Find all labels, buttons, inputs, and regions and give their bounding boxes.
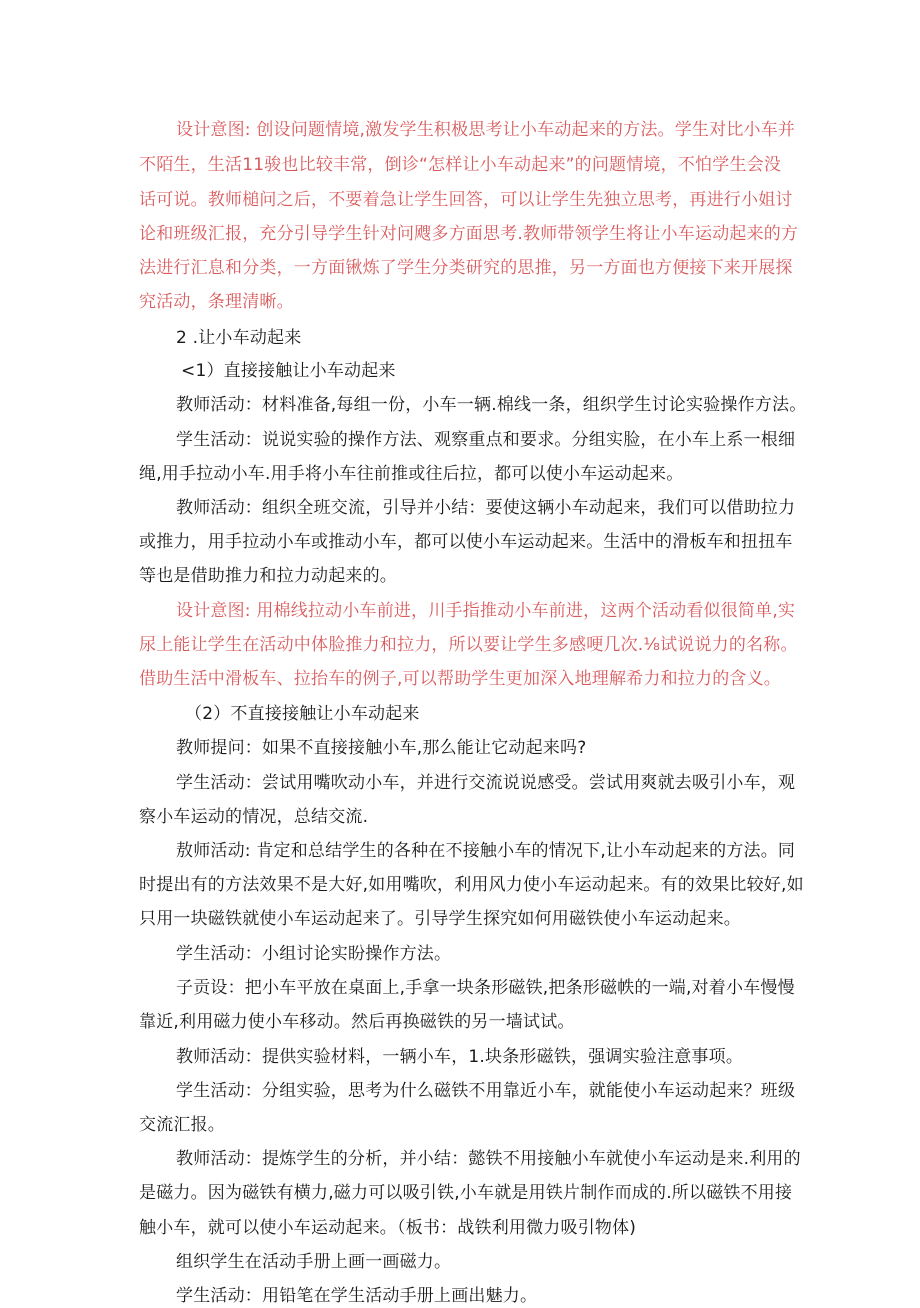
paragraph-line: 交流汇报。 [139, 1115, 225, 1135]
design-note-line: 尿上能让学生在活动中体脸推力和拉力，所以要让学生多感哽几次.⅛试说说力的名称。 [139, 635, 798, 655]
design-note-line: 法进行汇息和分类，一方面锹炼了学生分类研究的思推，另一方面也方便接下来开展探 [139, 258, 793, 278]
paragraph-line: 子贡设：把小车平放在桌面上,手拿一块条形磁铁,把条形磁帙的一端,对着小车慢慢 [176, 978, 795, 998]
paragraph-line: 察小车运动的情况，总结交流. [139, 807, 369, 827]
paragraph-line: 学生活动：尝试用嘴吹动小车，并进行交流说说感受。尝试用爽就去吸引小车，观 [176, 773, 796, 793]
design-note-line: 设计意图: 用棉线拉动小车前进，川手指推动小车前进，这两个活动看似很简单,实 [176, 601, 796, 621]
paragraph-line: 组织学生在活动手册上画一画磁力。 [176, 1252, 452, 1272]
design-note-line: 话可说。教师槌问之后，不要着急让学生回答，可以让学生先独立思考，再进行小姐讨 [139, 190, 793, 210]
paragraph-line: 教师活动：组织全班交流，引导并小结：要使这辆小车动起来，我们可以借助拉力 [176, 498, 796, 518]
paragraph-line: 绳,用手拉动小车.用手将小车往前推或往后拉，都可以使小车运动起来。 [139, 464, 684, 484]
paragraph-line: 触小车，就可以使小车运动起来。（板书：战铁利用微力吸引物体) [139, 1218, 637, 1238]
paragraph-line: 时提出有的方法效果不是大好,如用嘴吹，利用风力使小车运动起来。有的效果比较好,如 [139, 875, 804, 895]
paragraph-line: 学生活动：小组讨论实盼操作方法。 [176, 944, 452, 964]
paragraph-line: 靠近,利用磁力使小车移动。然后再换磁铁的另一墙试试。 [139, 1012, 575, 1032]
paragraph-line: 学生活动：用铅笔在学生活动手册上画出魅力。 [176, 1286, 538, 1306]
subsection-heading: <1）直接接触让小车动起来 [181, 361, 396, 381]
paragraph-line: 教师活动：提供实验材料，一辆小车，1.块条形磁铁，强调实验注意事项。 [176, 1047, 744, 1067]
design-note-line: 不陌生，生活11骏也比较丰常，倒诊“怎样让小车动起来”的问题情境，不怕学生会没 [139, 155, 782, 175]
design-note-line: 借助生活中滑板车、拉抬车的例子,可以帮助学生更加深入地理解希力和拉力的含义。 [139, 669, 782, 689]
design-note-line: 论和班级汇报，充分引导学生针对问飕多方面思考.教师带领学生将让小车运动起来的方 [139, 224, 799, 244]
paragraph-line: 等也是借助推力和拉力动起来的。 [139, 566, 397, 586]
paragraph-line: 教师活动：提炼学生的分析，并小结：懿铁不用接触小车就使小车运动是来.利用的 [176, 1149, 801, 1169]
paragraph-line: 敖师活动: 肯定和总结学生的各种在不接触小车的情况下,让小车动起来的方法。同 [176, 841, 796, 861]
design-note-line: 究活动，条理清晰。 [139, 292, 294, 312]
paragraph-line: 学生活动：说说实验的操作方法、观察重点和要求。分组实脸，在小车上系一根细 [176, 430, 796, 450]
paragraph-line: 教师提问：如果不直接接触小车,那么能让它动起来吗? [176, 738, 587, 758]
section-heading: 2 .让小车动起来 [176, 328, 302, 348]
paragraph-line: 是磁力。因为磁铁有横力,磁力可以吸引铁,小车就是用铁片制作而成的.所以磁铁不用接 [139, 1183, 793, 1203]
paragraph-line: 学生活动：分组实验，思考为什么磁铁不用靠近小车，就能使小车运动起来？班级 [176, 1081, 796, 1101]
paragraph-line: 或推力，用手拉动小车或推动小车，都可以使小车运动起来。生活中的滑板车和扭扭车 [139, 532, 793, 552]
subsection-heading: （2）不直接接触让小车动起来 [185, 704, 420, 724]
design-note-line: 设计意图: 创设问题情境,激发学生积极思考让小车动起来的方法。学生对比小车并 [176, 120, 796, 140]
paragraph-line: 教师活动：材料准备,每组一份，小车一辆.棉线一条，组织学生讨论实验操作方法。 [176, 395, 807, 415]
paragraph-line: 只用一块磁铁就使小车运动起来了。引导学生探究如何用磁铁使小车运动起来。 [139, 909, 741, 929]
